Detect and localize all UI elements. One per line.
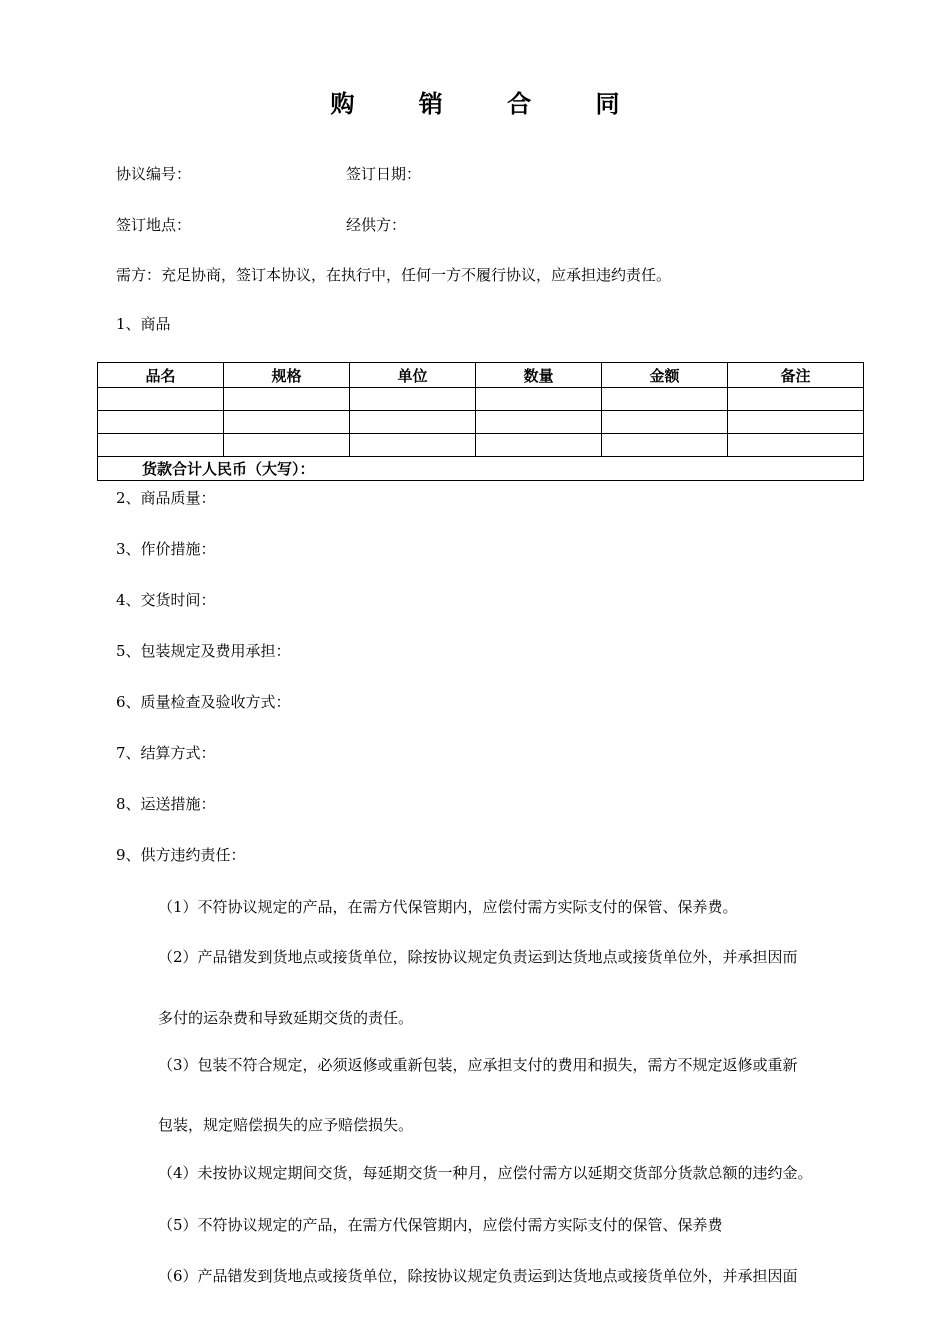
clause-4: （4）未按协议规定期间交货，每延期交货一种月，应偿付需方以延期交货部分货款总额的违约金。 — [158, 1164, 813, 1182]
clause-5: （5）不符协议规定的产品，在需方代保管期内，应偿付需方实际支付的保管、保养费 — [158, 1216, 723, 1234]
table-cell — [602, 388, 728, 411]
table-cell — [476, 388, 602, 411]
table-cell — [350, 388, 476, 411]
table-cell — [98, 411, 224, 434]
table-header-row — [98, 363, 864, 388]
section-inspection: 6、质量检查及验收方式： — [116, 693, 291, 711]
table-row — [98, 388, 864, 411]
clause-3: （3）包装不符合规定，必须返修或重新包装，应承担支付的费用和损失，需方不规定返修或重新 — [158, 1056, 798, 1074]
table-cell — [602, 411, 728, 434]
section-pricing: 3、作价措施： — [116, 540, 216, 558]
column-header-remark: 备注 — [728, 363, 864, 388]
table-row — [98, 434, 864, 457]
clause-2: （2）产品错发到货地点或接货单位，除按协议规定负责运到达货地点或接货单位外，并承担因而 — [158, 948, 798, 966]
agreement-no-label: 协议编号： — [116, 165, 192, 183]
intro-paragraph: 需方：充足协商，签订本协议，在执行中，任何一方不履行协议，应承担违约责任。 — [116, 266, 672, 284]
goods-table — [97, 362, 864, 481]
document-title: 购 销 合 同 — [330, 90, 648, 118]
supplier-label: 经供方： — [346, 216, 407, 234]
clause-1: （1）不符协议规定的产品，在需方代保管期内，应偿付需方实际支付的保管、保养费。 — [158, 898, 738, 916]
column-header-name: 品名 — [98, 363, 224, 388]
section-goods-heading: 1、商品 — [116, 315, 171, 333]
table-cell — [728, 411, 864, 434]
table-cell — [350, 411, 476, 434]
total-amount-label: 货款合计人民币（大写）： — [98, 457, 864, 481]
table-cell — [728, 388, 864, 411]
section-transport: 8、运送措施： — [116, 795, 216, 813]
section-packaging: 5、包装规定及费用承担： — [116, 642, 291, 660]
table-total-row — [98, 457, 864, 481]
section-supplier-liability: 9、供方违约责任： — [116, 846, 246, 864]
table-cell — [602, 434, 728, 457]
table-cell — [98, 388, 224, 411]
table-cell — [476, 411, 602, 434]
clause-2-continued: 多付的运杂费和导致延期交货的责任。 — [158, 1009, 414, 1027]
section-settlement: 7、结算方式： — [116, 744, 216, 762]
clause-6: （6）产品错发到货地点或接货单位，除按协议规定负责运到达货地点或接货单位外，并承担因面 — [158, 1267, 798, 1285]
table-cell — [98, 434, 224, 457]
table-cell — [476, 434, 602, 457]
clause-3-continued: 包装，规定赔偿损失的应予赔偿损失。 — [158, 1116, 414, 1134]
section-delivery-time: 4、交货时间： — [116, 591, 216, 609]
column-header-amount: 金额 — [602, 363, 728, 388]
table-cell — [350, 434, 476, 457]
table-cell — [728, 434, 864, 457]
column-header-quantity: 数量 — [476, 363, 602, 388]
column-header-unit: 单位 — [350, 363, 476, 388]
table-row — [98, 411, 864, 434]
column-header-spec: 规格 — [224, 363, 350, 388]
sign-date-label: 签订日期： — [346, 165, 422, 183]
table-cell — [224, 411, 350, 434]
table-cell — [224, 388, 350, 411]
table-cell — [224, 434, 350, 457]
sign-place-label: 签订地点： — [116, 216, 192, 234]
section-quality: 2、商品质量： — [116, 489, 216, 507]
